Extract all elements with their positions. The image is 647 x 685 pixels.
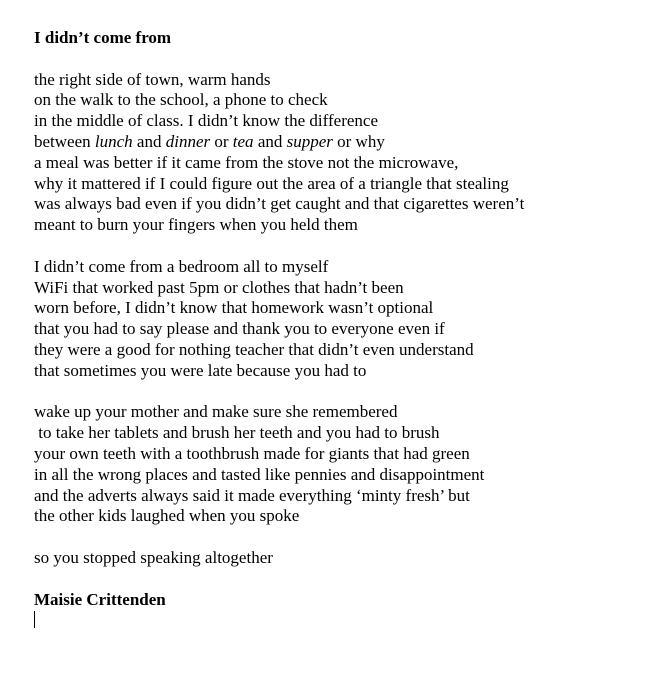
line-text: between — [34, 131, 95, 151]
poem-line: was always bad even if you didn’t get caught and that cigarettes weren’t — [34, 194, 525, 214]
poem-title: I didn’t come from — [34, 28, 172, 47]
blank-line — [34, 569, 634, 590]
poem-line: wake up your mother and make sure she remembered — [34, 402, 398, 422]
line-text: or why — [332, 131, 385, 151]
poem-line: in the middle of class. I didn’t know the difference — [34, 111, 379, 131]
poem-line-italic-mixed — [34, 132, 634, 153]
text-cursor — [34, 611, 35, 628]
blank-line — [34, 236, 634, 257]
stanza-1 — [34, 70, 634, 236]
blank-line — [34, 527, 634, 548]
poem-line: your own teeth with a toothbrush made for giants that had green — [34, 443, 470, 463]
italic-word: supper — [286, 131, 333, 151]
author-name: Maisie Crittenden — [34, 589, 166, 609]
italic-word: dinner — [165, 131, 211, 151]
poem-line: so you stopped speaking altogether — [34, 547, 273, 567]
blank-line — [34, 382, 634, 403]
italic-word: tea — [232, 131, 254, 151]
poem-line: that sometimes you were late because you had to — [34, 360, 367, 380]
poem-line: WiFi that worked past 5pm or clothes that hadn’t been — [34, 277, 404, 297]
line-text: and — [132, 131, 166, 151]
poem-line: that you had to say please and thank you to everyone even if — [34, 319, 445, 339]
stanza-4 — [34, 548, 634, 569]
poem-line: on the walk to the school, a phone to check — [34, 90, 328, 110]
italic-word: lunch — [94, 131, 133, 151]
line-text: and — [253, 131, 287, 151]
poem-line: worn before, I didn’t know that homework wasn’t optional — [34, 298, 434, 318]
poem-line: meant to burn your fingers when you held them — [34, 215, 358, 235]
poem-line: the other kids laughed when you spoke — [34, 506, 300, 526]
poem-line: the right side of town, warm hands — [34, 69, 271, 89]
poem-line: a meal was better if it came from the stove not the microwave, — [34, 152, 459, 172]
stanza-3 — [34, 402, 634, 527]
poem-line: to take her tablets and brush her teeth and you had to brush — [34, 423, 440, 443]
poem-line: in all the wrong places and tasted like pennies and disappointment — [34, 464, 485, 484]
line-text: or — [210, 131, 233, 151]
stanza-2 — [34, 257, 634, 382]
poem-line: and the adverts always said it made everything ‘minty fresh’ but — [34, 485, 470, 505]
blank-line — [34, 49, 634, 70]
document-page[interactable] — [34, 28, 634, 631]
poem-line: they were a good for nothing teacher that didn’t even understand — [34, 339, 474, 359]
poem-line: I didn’t come from a bedroom all to myself — [34, 256, 329, 276]
poem-line: why it mattered if I could figure out the area of a triangle that stealing — [34, 173, 509, 193]
text-cursor-line[interactable] — [34, 610, 634, 631]
